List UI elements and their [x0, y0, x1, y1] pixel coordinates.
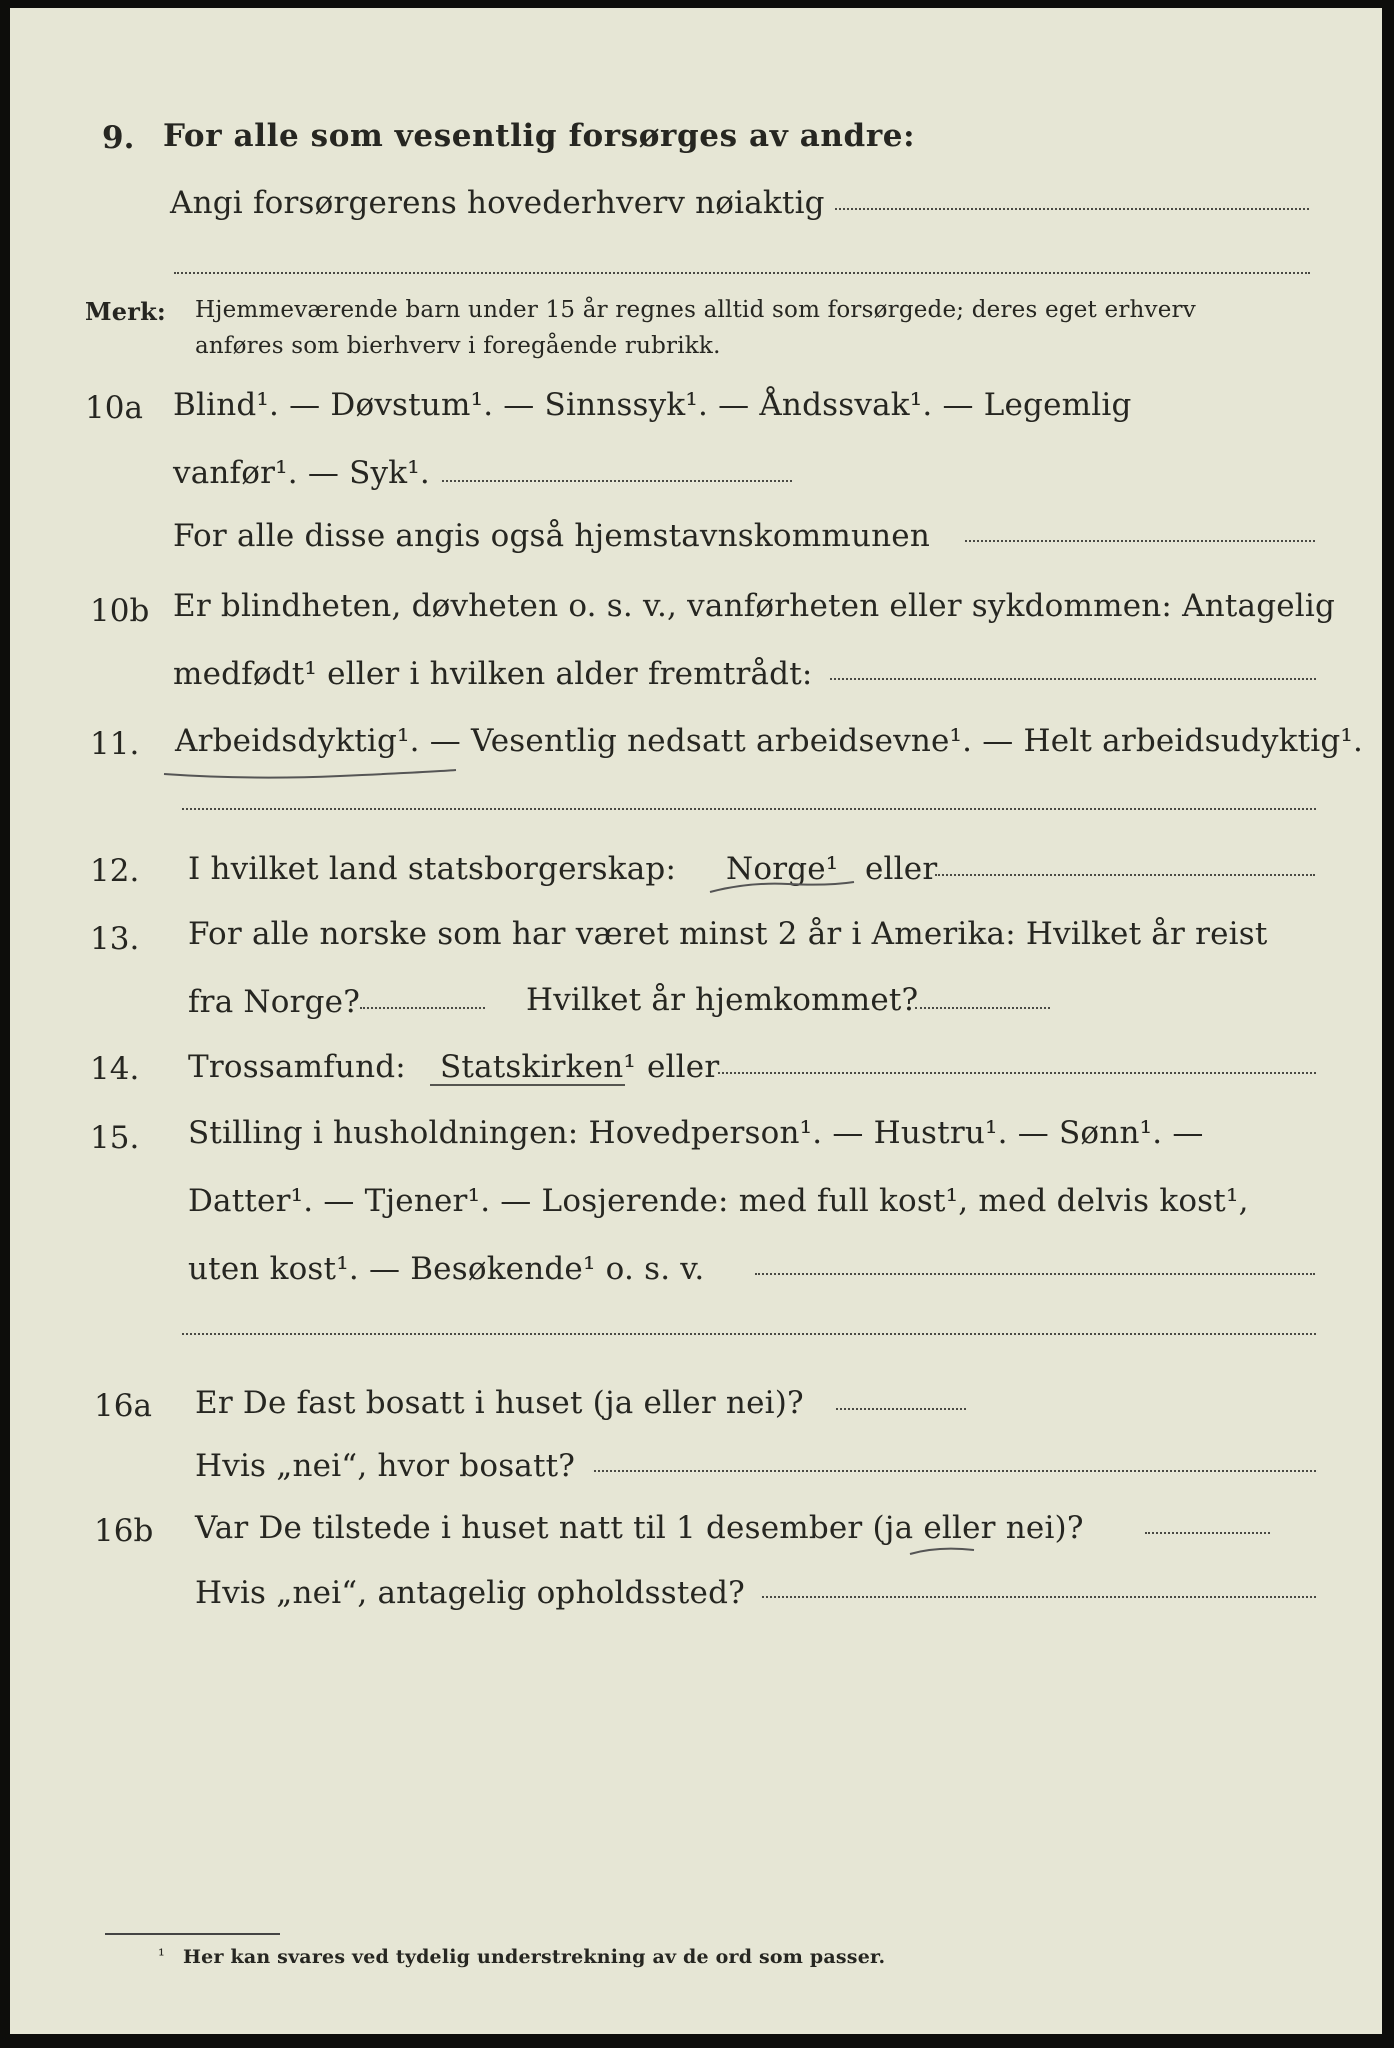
q10a-number: 10a — [85, 390, 143, 426]
q10a-line3: For alle disse angis også hjemstavnskommunen — [173, 518, 930, 554]
q11-answer-line — [182, 808, 1316, 810]
q13-hjemkommet-line — [915, 1007, 1050, 1009]
q15-line2: Datter¹. — Tjener¹. — Losjerende: med full kost¹, med delvis kost¹, — [188, 1183, 1249, 1219]
q16a-answer-line — [836, 1408, 966, 1410]
q11-handwritten-underline — [160, 760, 460, 784]
footnote-rule — [105, 1933, 280, 1935]
q14-text: Trossamfund: — [188, 1049, 406, 1085]
q15-line3: uten kost¹. — Besøkende¹ o. s. v. — [188, 1251, 705, 1287]
q9-heading: For alle som vesentlig forsørges av andre: — [163, 118, 916, 154]
q9-answer-line-2 — [174, 272, 1310, 274]
q12-answer-line — [935, 874, 1315, 876]
footnote-marker: ¹ — [158, 1946, 166, 1966]
q16b-number: 16b — [94, 1513, 154, 1549]
q12-tail: eller — [865, 851, 938, 887]
q13-reist-line — [360, 1007, 485, 1009]
q12-number: 12. — [90, 853, 140, 889]
footnote-text: Her kan svares ved tydelig understrekning av de ord som passer. — [183, 1946, 886, 1968]
q14-option: Statskirken¹ — [440, 1049, 636, 1085]
q9-answer-line — [835, 208, 1309, 210]
q10a-hjemstavn-line — [965, 540, 1315, 542]
q16b-opholdssted-line — [762, 1596, 1316, 1598]
q10b-answer-line — [830, 678, 1316, 680]
q13-line2a: fra Norge? — [188, 984, 361, 1020]
q12-handwritten-underline — [708, 876, 858, 898]
q16a-number: 16a — [94, 1388, 152, 1424]
q10a-answer-line — [442, 480, 792, 482]
q16a-line2: Hvis „nei“, hvor bosatt? — [195, 1448, 576, 1484]
q14-answer-line — [718, 1072, 1316, 1074]
q16a-bosatt-line — [594, 1470, 1316, 1472]
census-form-page — [10, 8, 1382, 2034]
q10a-line1: Blind¹. — Døvstum¹. — Sinnssyk¹. — Åndssvak¹. — Legemlig — [173, 387, 1132, 423]
merk-line1: Hjemmeværende barn under 15 år regnes alltid som forsørgede; deres eget erhverv — [195, 297, 1196, 323]
q14-underline — [430, 1084, 625, 1086]
q15-line1: Stilling i husholdningen: Hovedperson¹. — Hustru¹. — Sønn¹. — — [188, 1115, 1204, 1151]
q15-answer-line-2 — [182, 1333, 1316, 1335]
q12-option: Norge¹ — [726, 851, 839, 887]
q12-text: I hvilket land statsborgerskap: — [188, 851, 677, 887]
q16b-line2: Hvis „nei“, antagelig opholdssted? — [195, 1575, 745, 1611]
q13-number: 13. — [90, 921, 140, 957]
q10a-line2: vanfør¹. — Syk¹. — [173, 455, 430, 491]
q10b-line1: Er blindheten, døvheten o. s. v., vanførheten eller sykdommen: Antagelig — [173, 588, 1336, 624]
merk-line2: anføres som bierhverv i foregående rubrikk. — [195, 333, 721, 359]
q11-number: 11. — [90, 726, 140, 762]
q10b-number: 10b — [90, 593, 150, 629]
q11-text: Arbeidsdyktig¹. — Vesentlig nedsatt arbeidsevne¹. — Helt arbeidsudyktig¹. — [175, 723, 1364, 759]
q16b-handwritten-underline — [908, 1540, 978, 1560]
q15-answer-line — [755, 1273, 1315, 1275]
q13-line1: For alle norske som har været minst 2 år i Amerika: Hvilket år reist — [188, 916, 1268, 952]
q13-line2b: Hvilket år hjemkommet? — [526, 982, 919, 1018]
merk-label: Merk: — [85, 297, 166, 326]
q9-text: Angi forsørgerens hovederhverv nøiaktig — [170, 185, 825, 221]
q16b-line1: Var De tilstede i huset natt til 1 desember (ja eller nei)? — [195, 1510, 1084, 1546]
q14-number: 14. — [90, 1051, 140, 1087]
q15-number: 15. — [90, 1120, 140, 1156]
q14-tail: eller — [647, 1049, 720, 1085]
q10b-line2: medfødt¹ eller i hvilken alder fremtrådt: — [173, 656, 813, 692]
q16a-line1: Er De fast bosatt i huset (ja eller nei)? — [195, 1385, 804, 1421]
q9-number: 9. — [102, 120, 135, 156]
q16b-answer-line — [1145, 1532, 1270, 1534]
